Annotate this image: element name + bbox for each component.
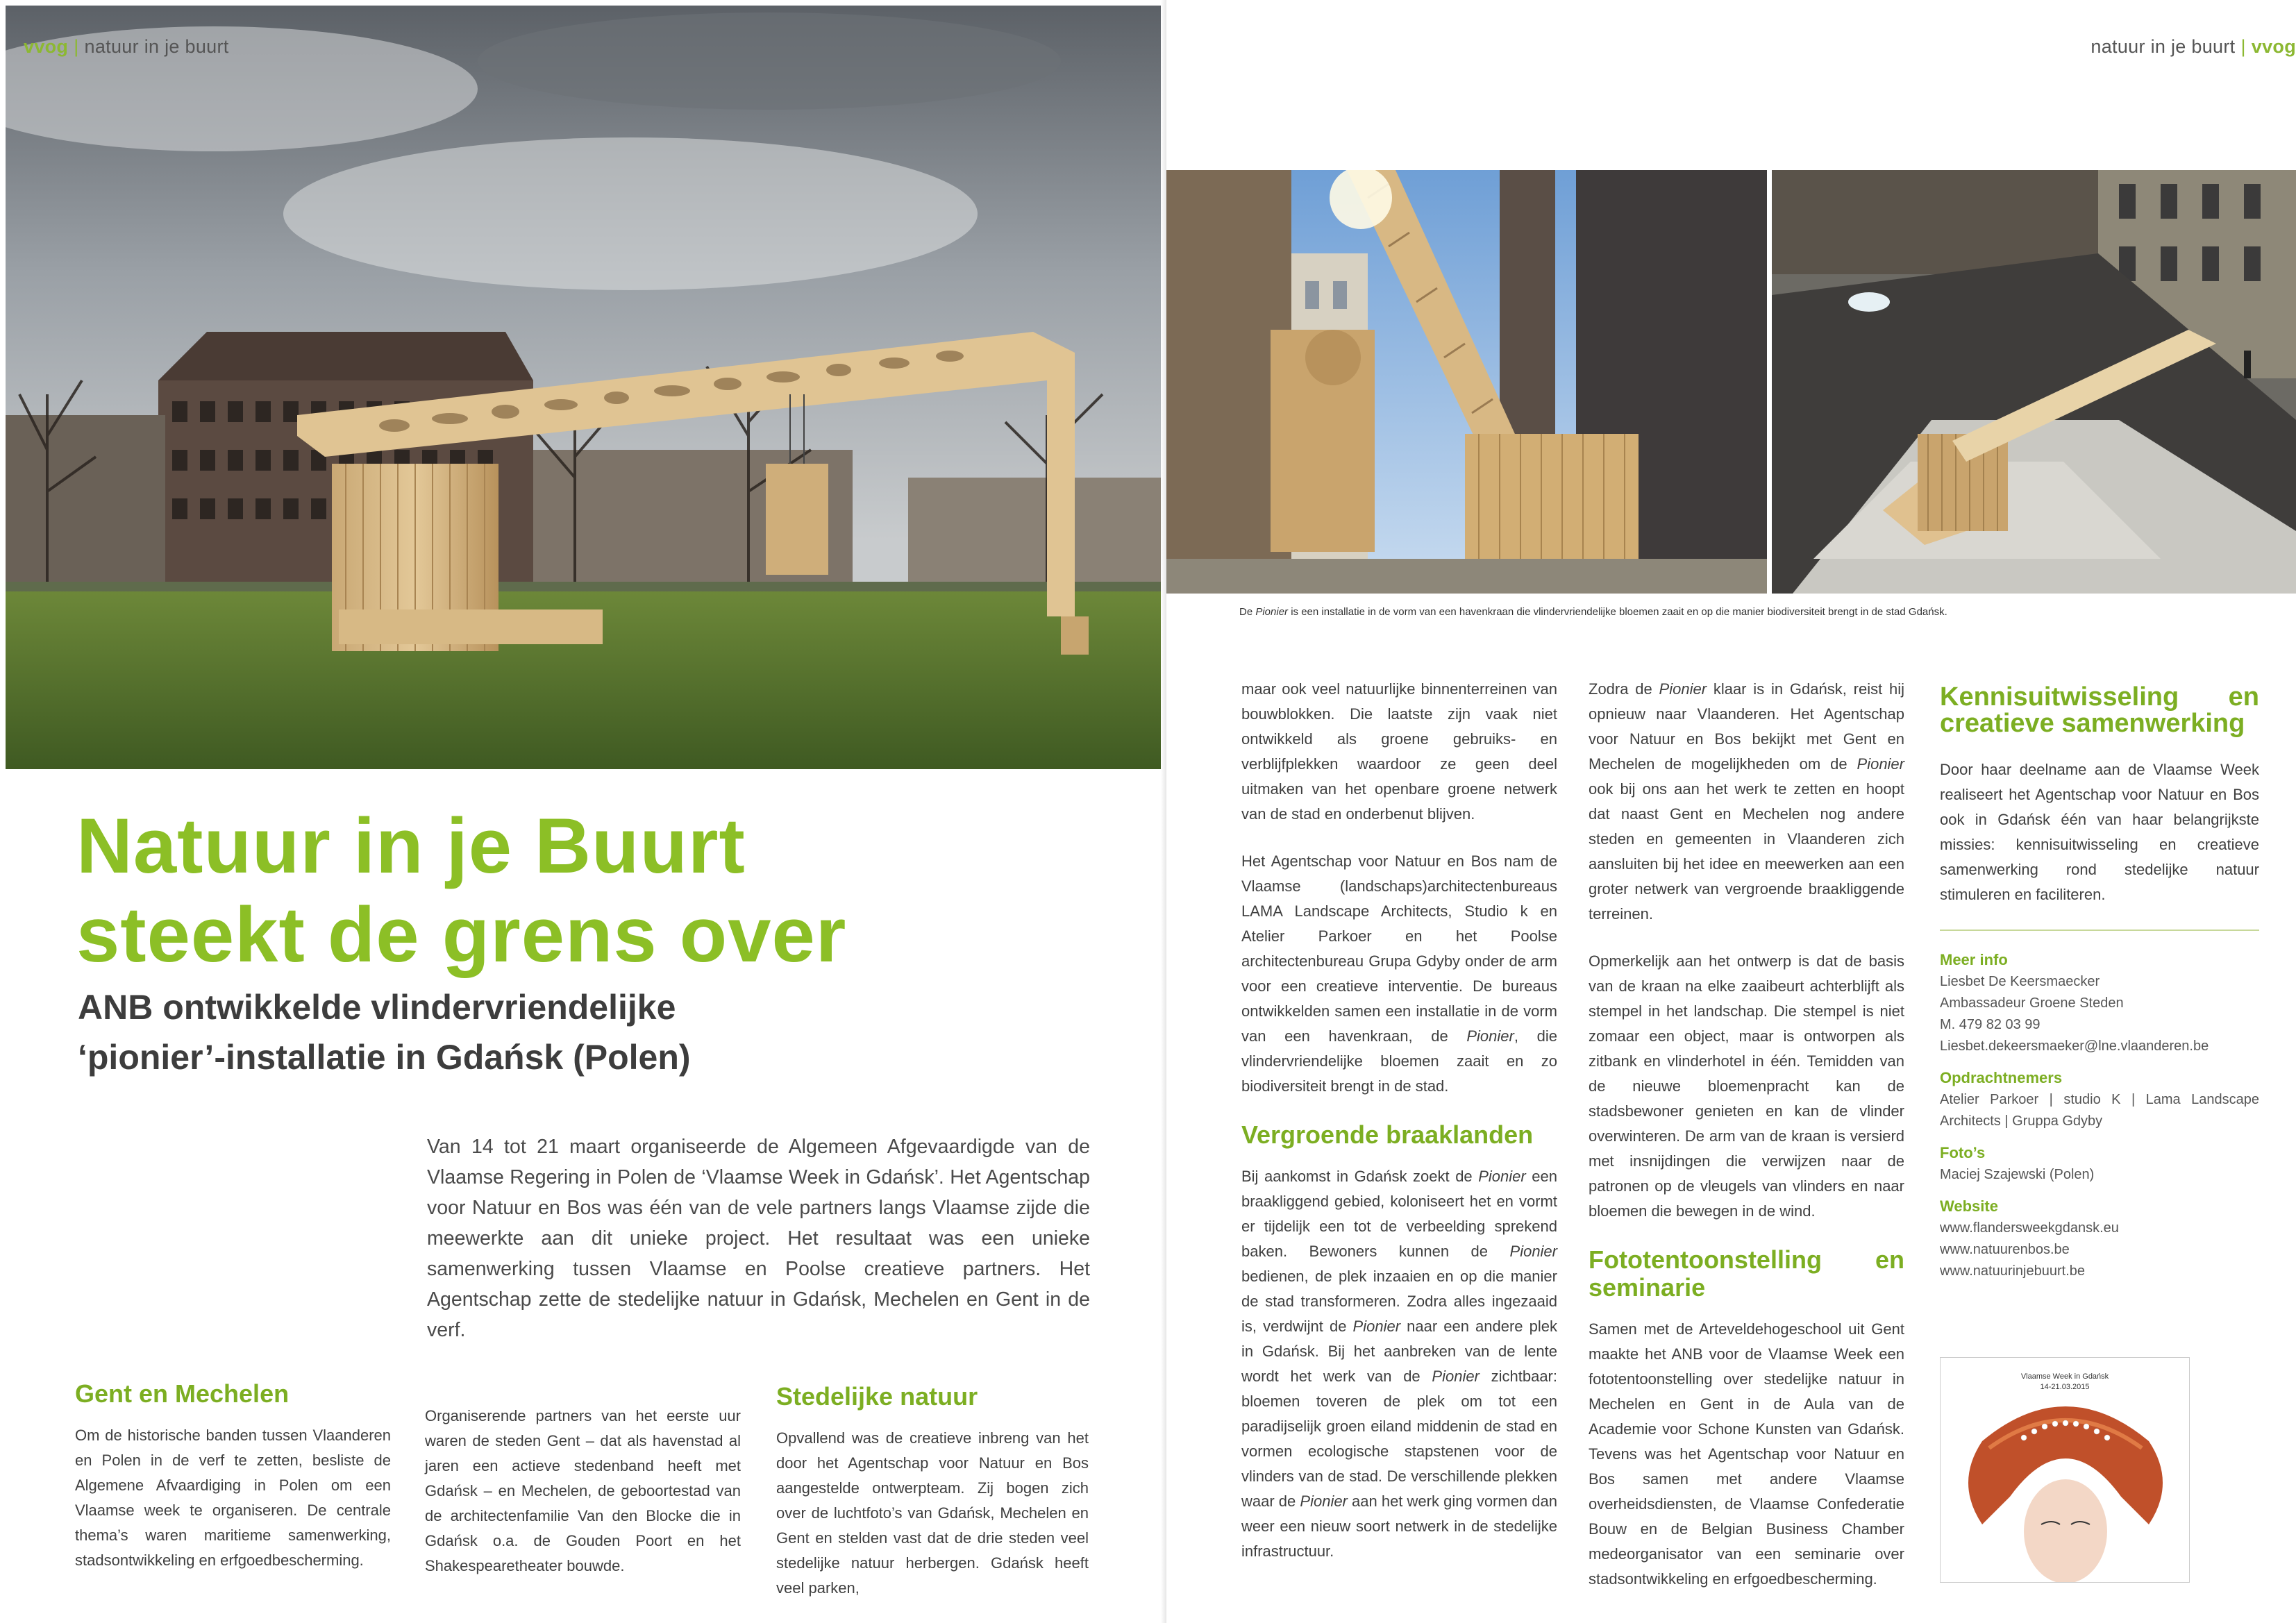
paragraph: Opmerkelijk aan het ontwerp is dat de basis van de kraan na elke zaaibeurt achterblijft als stempel in het landschap. Die stempel is niet zomaar een object, maar is ontworpen als zitbank en vlinderhotel in één. Temidden van de nieuwe bloemenpracht kan de stadsbewoner genieten en kan de vlinder overwinteren. De arm van de kraan is versierd met insnijdingen die verwijzen naar de patronen op de vleugels van vlinders en naar bloemen die bewegen in de wind. bbox=[1589, 952, 1904, 1220]
info-heading: Meer info bbox=[1940, 951, 2008, 968]
brand-label: vvog bbox=[2251, 36, 2296, 57]
text-run: , die vlindervriendelijke bloemen zaait en zo biodiversiteit brengt in de stad. bbox=[1241, 1027, 1557, 1095]
left-column-3 bbox=[776, 1383, 1089, 1623]
info-heading: Opdrachtnemers bbox=[1940, 1069, 2063, 1086]
right-column-2 bbox=[1589, 677, 1904, 1614]
poster-line-2: 14-21.03.2015 bbox=[2040, 1383, 2090, 1391]
info-line: Atelier Parkoer | studio K | Lama Landscape Architects | Gruppa Gdyby bbox=[1940, 1092, 2259, 1129]
text-run: klaar is in Gdańsk, reist hij opnieuw naar Vlaanderen. Het Agentschap voor Natuur en Bos bekijkt met Gent en Mechelen de mogelijkheden om de bbox=[1589, 680, 1905, 773]
section-label: natuur in je buurt bbox=[84, 36, 229, 57]
info-link[interactable]: Liesbet.dekeersmaeker@lne.vlaanderen.be bbox=[1940, 1038, 2209, 1054]
text-run: ook bij ons aan het werk te zetten en hoopt dat naast Gent en Mechelen nog andere steden en gemeenten in Vlaanderen zich aansluiten bij het idee en meewerken aan een groter netwerk van vergroende braakliggende terreinen. bbox=[1589, 780, 1904, 923]
italic-term: Pionier bbox=[1466, 1027, 1514, 1045]
info-group bbox=[1940, 1142, 2259, 1186]
poster-portrait-image bbox=[1941, 1358, 2190, 1583]
info-heading: Foto’s bbox=[1940, 1144, 1986, 1161]
info-group bbox=[1940, 1195, 2259, 1282]
text-run: een braakliggend gebied, koloniseert het en vormt er tijdelijk een tot de verbeelding sprekend baken. Bewoners kunnen de bbox=[1241, 1168, 1557, 1260]
heading-vergroende-braaklanden: Vergroende braaklanden bbox=[1241, 1120, 1534, 1149]
article-subtitle bbox=[78, 982, 980, 1082]
italic-term: Pionier bbox=[1659, 680, 1707, 698]
info-group bbox=[1940, 1067, 2259, 1132]
italic-term: Pionier bbox=[1509, 1243, 1557, 1260]
crane-aerial-photo bbox=[1772, 170, 2296, 594]
event-poster bbox=[1940, 1357, 2190, 1583]
hero-photo bbox=[6, 6, 1166, 769]
caption-italic: Pionier bbox=[1255, 606, 1289, 618]
info-link[interactable]: www.flandersweekgdansk.eu bbox=[1940, 1220, 2119, 1236]
info-line: Liesbet De Keersmaecker bbox=[1940, 974, 2100, 989]
italic-term: Pionier bbox=[1857, 755, 1904, 773]
paragraph bbox=[1241, 1164, 1557, 1564]
photo-caption bbox=[1239, 606, 1947, 618]
italic-term: Pionier bbox=[1352, 1318, 1401, 1335]
section-label: natuur in je buurt bbox=[2090, 36, 2236, 57]
text-run: Het Agentschap voor Natuur en Bos nam de Vlaamse (landschaps)architectenbureaus LAMA Landscape Architects, Studio k en Atelier Parkoer en het Poolse architectenbureau Grupa Gdyby onder de arm voor een creatieve interventie. De bureaus ontwikkelden samen een installatie in de vorm van een havenkraan, de bbox=[1241, 852, 1557, 1045]
info-block bbox=[1940, 949, 2259, 1282]
title-line-2: steekt de grens over bbox=[76, 891, 847, 978]
caption-prefix: De bbox=[1239, 606, 1256, 618]
separator: | bbox=[74, 36, 79, 57]
paragraph bbox=[1241, 849, 1557, 1099]
text-run: Zodra de bbox=[1589, 680, 1659, 698]
crane-closeup-photo bbox=[1166, 170, 1767, 594]
left-column-2 bbox=[425, 1404, 741, 1601]
paragraph: Organiserende partners van het eerste uur waren de steden Gent – dat als havenstad al jaren een actieve stedenband heeft met Gdańsk – en Mechelen, de geboortestad van de architectenfamilie Van den Blocke die in Gdańsk o.a. de Gouden Poort en het Shakespearetheater bouwde. bbox=[425, 1407, 741, 1574]
right-column-1 bbox=[1241, 677, 1557, 1586]
italic-term: Pionier bbox=[1432, 1368, 1480, 1385]
info-line: Ambassadeur Groene Steden bbox=[1940, 995, 2124, 1011]
right-column-3 bbox=[1940, 684, 2259, 1292]
heading-stedelijke-natuur: Stedelijke natuur bbox=[776, 1382, 978, 1411]
text-run: Bij aankomst in Gdańsk zoekt de bbox=[1241, 1168, 1479, 1185]
right-page bbox=[1166, 0, 2296, 1623]
subtitle-line-1: ANB ontwikkelde vlindervriendelijke bbox=[78, 988, 676, 1027]
paragraph: Om de historische banden tussen Vlaanderen en Polen in de verf te zetten, besliste de Algemene Afvaardiging in Polen om een Vlaamse week te organiseren. De centrale thema’s waren maritieme samenwerking, stadsontwikkeling en erfgoedbescherming. bbox=[75, 1427, 391, 1569]
paragraph: maar ook veel natuurlijke binnenterreinen van bouwblokken. Die laatste zijn vaak niet ontwikkeld als groene gebruiks- en verblijfplekken waardoor ze geen deel uitmaken van het openbare groene netwerk van de stad en onderbenut blijven. bbox=[1241, 680, 1557, 823]
paragraph: Samen met de Arteveldehogeschool uit Gent maakte het ANB voor de Vlaamse Week een fototentoonstelling over stedelijke natuur in Mechelen en Gent in de Aula van de Academie voor Schone Kunsten van Gdańsk. Tevens was het Agentschap voor Natuur en Bos samen met andere Vlaamse overheidsdiensten, de Vlaamse Confederatie Bouw en de Belgian Business Chamber medeorganisator van een seminarie over stadsontwikkeling en erfgoedbescherming. bbox=[1589, 1320, 1904, 1588]
paragraph bbox=[1589, 677, 1904, 927]
left-column-1 bbox=[75, 1380, 391, 1595]
intro-paragraph: Van 14 tot 21 maart organiseerde de Algemeen Afgevaardigde van de Vlaamse Regering in Polen de ‘Vlaamse Week in Gdańsk’. Het Agentschap voor Natuur en Bos was één van de vele partners langs Vlaamse zijde die meewerkte aan dit unieke project. Het resultaat was een unieke samenwerking tussen Vlaamse en Poolse creatieve partners. Het Agentschap zette de stedelijke natuur in Gdańsk, Mechelen en Gent in de verf. bbox=[427, 1136, 1090, 1341]
text-run: naar een andere plek in Gdańsk. Bij het aanbreken van de lente wordt het werk van de bbox=[1241, 1318, 1557, 1385]
article-title bbox=[76, 802, 1083, 979]
running-head-right bbox=[2090, 36, 2296, 58]
subtitle-line-2: ‘pionier’-installatie in Gdańsk (Polen) bbox=[78, 1038, 691, 1077]
caption-text: is een installatie in de vorm van een havenkraan die vlindervriendelijke bloemen zaait en op die manier biodiversiteit brengt in de stad Gdańsk. bbox=[1288, 606, 1947, 618]
heading-fototentoonstelling: Fototentoonstelling en seminarie bbox=[1589, 1245, 1904, 1302]
text-run: zichtbaar: bloemen toveren de plek om tot een paradijselijk groen eiland middenin de stad en vormen ecologische stapstenen voor de vlinders van de stad. De verschillende plekken waar de bbox=[1241, 1368, 1557, 1510]
heading-gent-en-mechelen: Gent en Mechelen bbox=[75, 1379, 290, 1408]
heading-kennisuitwisseling: Kennisuitwisseling en creatieve samenwerking bbox=[1940, 682, 2259, 738]
info-link[interactable]: www.natuurenbos.be bbox=[1940, 1242, 2070, 1257]
divider bbox=[1940, 930, 2259, 931]
text-run: bedienen, de plek inzaaien en op die manier de stad transformeren. Zodra alles ingezaaid is, verdwijnt de bbox=[1241, 1268, 1557, 1335]
italic-term: Pionier bbox=[1300, 1492, 1348, 1510]
poster-line-1: Vlaamse Week in Gdańsk bbox=[2020, 1372, 2109, 1381]
info-link[interactable]: www.natuurinjebuurt.be bbox=[1940, 1263, 2086, 1279]
italic-term: Pionier bbox=[1478, 1168, 1526, 1185]
paragraph: Door haar deelname aan de Vlaamse Week realiseert het Agentschap voor Natuur en Bos ook in Gdańsk één van haar belangrijkste missies: kennisuitwisseling en creatieve samenwerking rond stedelijke natuur stimuleren en faciliteren. bbox=[1940, 761, 2259, 903]
crane-installation-photo bbox=[6, 6, 1166, 769]
paragraph: Opvallend was de creatieve inbreng van het door het Agentschap voor Natuur en Bos aangestelde ontwerpteam. Zij bogen zich over de luchtfoto’s van Gdańsk, Mechelen en Gent en stelden vast dat de drie steden veel stedelijke natuur herbergen. Gdańsk heeft veel parken, bbox=[776, 1429, 1089, 1597]
title-line-1: Natuur in je Buurt bbox=[76, 802, 746, 889]
info-line: Maciej Szajewski (Polen) bbox=[1940, 1167, 2095, 1182]
info-heading: Website bbox=[1940, 1197, 1998, 1215]
running-head-left bbox=[24, 36, 229, 58]
info-group bbox=[1940, 949, 2259, 1057]
info-line: M. 479 82 03 99 bbox=[1940, 1017, 2041, 1032]
brand-label: vvog bbox=[24, 36, 69, 57]
text-run: aan het werk ging vormen dan weer een nieuw soort netwerk in de stedelijke infrastructuur. bbox=[1241, 1492, 1557, 1560]
separator: | bbox=[2240, 36, 2246, 57]
